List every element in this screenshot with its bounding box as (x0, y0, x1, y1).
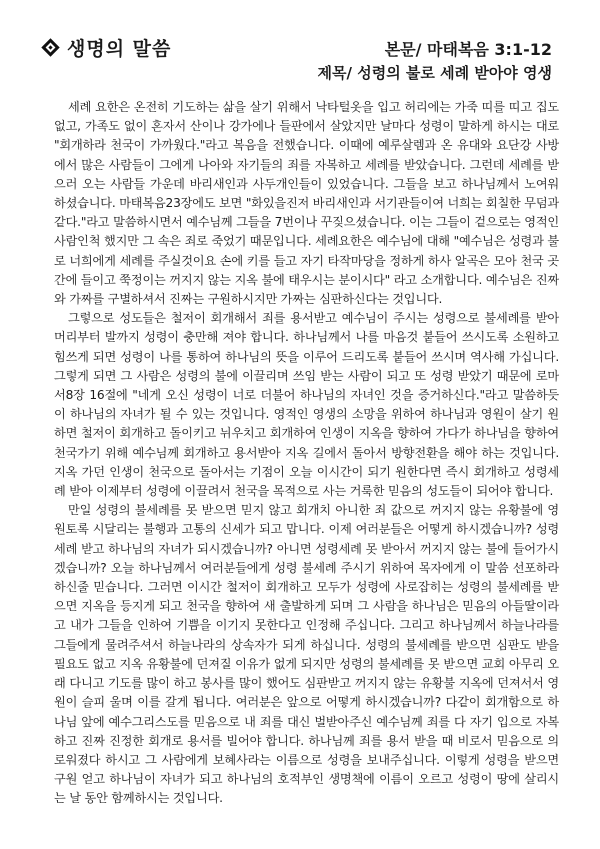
body-paragraph: 세례 요한은 온전히 기도하는 삶을 살기 위해서 낙타털옷을 입고 허리에는 가죽 띠를 띠고 집도 없고, 가족도 없이 혼자서 산이나 강가에나 들판에서 살았지만 날마다 성령이 말하게 하시는 대로 "회개하라 천국이 가까웠다."라고 복음을 전했습니다. 이때에 예루살렘과 온 유대와 요단강 사방에서 많은 사람들이 그에게 나아와 자기들의 죄를 자복하고 세례를 받았습니다. 그런데 세례를 받으러 오는 사람들 가운데 바리새인과 사두개인들이 있었습니다. 그들을 보고 하나님께서 노여워 하셨습니다. 마태복음23장에도 보면 "화있을진저 바리새인과 서기관들이여 너희는 회칠한 무덤과 같다."라고 말씀하시면서 예수님께 그들을 7번이나 꾸짖으셨습니다. 이는 그들이 겉으로는 영적인 사람인척 했지만 그 속은 죄로 죽었기 때문입니다. 세례요한은 예수님에 대해 "예수님은 성령과 불로 너희에게 세례를 주실것이요 손에 키를 들고 자기 타작마당을 정하게 하사 알곡은 모아 천국 곳간에 들이고 쭉정이는 꺼지지 않는 지옥 불에 태우시는 분이시다" 라고 소개합니다. 예수님은 진짜와 가짜를 구별하셔서 진짜는 구원하시지만 가짜는 심판하신다는 것입니다. (54, 100, 559, 307)
section-header (44, 34, 171, 61)
scripture-reference: 본문/ 마태복음 3:1-12 (384, 40, 552, 59)
sermon-body (54, 98, 559, 809)
sermon-subject: 제목/ 성령의 불로 세례 받아야 영생 (317, 64, 552, 82)
diamond-bullet-icon (41, 38, 59, 56)
section-title: 생명의 말씀 (67, 38, 172, 60)
body-paragraph: 만일 성령의 불세례를 못 받으면 믿지 않고 회개치 아니한 죄 값으로 꺼지지 않는 유황불에 영원토록 시달리는 불행과 고통의 신세가 되고 맙니다. 이제 여러분들은 어떻게 하시겠습니까? 성령세례 받고 하나님의 자녀가 되시겠습니까? 아니면 성령세례 못 받아서 꺼지지 않는 불에 들어가시겠습니까? 오늘 하나님께서 여러분들에게 성령 불세례 주시기 위하여 목자에게 이 말씀 선포하라 하신줄 믿습니다. 그러면 이시간 철저이 회개하고 모두가 성령에 사로잡히는 성령의 불세례를 받으면 지옥을 등지게 되고 천국을 향하여 새 출발하게 되며 그 사람을 하나님은 믿음의 아들딸이라고 내가 그들을 인하여 기쁨을 이기지 못한다고 인정해 주십니다. 그리고 하나님께서 하늘나라를 그들에게 물려주셔서 하늘나라의 상속자가 되게 하십니다. 성령의 불세례를 받으면 심판도 받을 필요도 없고 지옥 유황불에 던져질 이유가 없게 되지만 성령의 불세례를 못 받으면 교회 아무리 오래 다니고 기도를 많이 하고 봉사를 많이 했어도 심판받고 꺼지지 않는 유황불 지옥에 던져서서 영원이 슬피 울며 이를 갈게 됩니다. 여러분은 앞으로 어떻게 하시겠습니까? 다같이 회개함으로 하나님 앞에 예수그리스도를 믿음으로 내 죄를 대신 벌받아주신 예수님께 죄를 다 자기 입으로 자복하고 진짜 진정한 회개로 용서를 빌어야 합니다. 하나님께 죄를 용서 받을 때 비로서 믿음으로 의로워졌다 하시고 그 사람에게 보혜사라는 이름으로 성령을 보내주십니다. 이렇게 성령을 받으면 구원 얻고 하나님이 자녀가 되고 하나님의 호적부인 생명책에 이름이 오르고 성령이 땅에 살리시는 날 동안 함께하시는 것입니다. (54, 503, 559, 806)
body-paragraph: 그렇으로 성도들은 철저이 회개해서 죄를 용서받고 예수님이 주시는 성령으로 불세례를 받아 머리부터 발까지 성령이 충만해 져야 합니다. 하나님께서 나를 마음것 붙들어 쓰시도록 소원하고 힘쓰게 되면 성령이 나를 통하여 하나님의 뜻을 이루어 드리도록 붙들어 쓰시며 역사해 가십니다. 그렇게 되면 그 사람은 성령의 불에 이끌리며 쓰임 받는 사람이 되고 또 성령 받았기 때문에 로마서8장 16절에 "네게 오신 성령이 너로 더불어 하나님의 자녀인 것을 증거하신다."라고 말씀하듯이 하나님의 자녀가 될 수 있는 것입니다. 영적인 영생의 소망을 위하여 하나님과 영원이 살기 원하면 철저이 회개하고 돌이키고 뉘우치고 회개하여 인생이 지옥을 향하여 가다가 하나님을 향하여 천국가기 위해 예수님께 회개하고 용서받아 지옥 길에서 돌아서 방향전환을 해야 하는 것입니다. 지옥 가던 인생이 천국으로 돌아서는 기점이 오늘 이시간이 되기 원한다면 즉시 회개하고 성령세례 받아 이제부터 성령에 이끌려서 천국을 목적으로 사는 거룩한 믿음의 성도들이 되어야 합니다. (54, 311, 559, 499)
